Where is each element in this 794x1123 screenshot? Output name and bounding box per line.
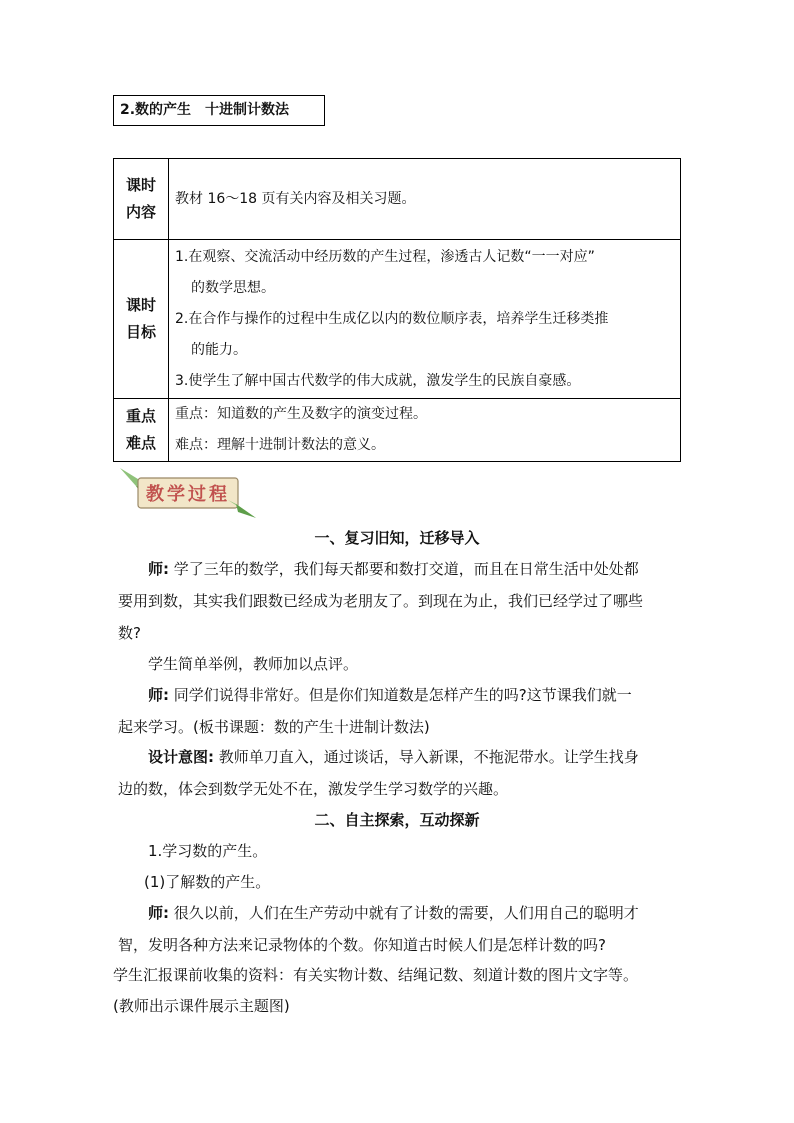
paragraph-line [118, 741, 678, 773]
key-label-line: 重点 [125, 407, 156, 425]
paragraph-text: 很久以前，人们在生产劳动中就有了计数的需要，人们用自己的聪明才 [173, 904, 639, 922]
paragraph-line: 智，发明各种方法来记录物体的个数。你知道古时候人们是怎样计数的吗? [118, 936, 606, 954]
lesson-info-table [113, 158, 681, 462]
hours-label-line: 内容 [125, 203, 156, 221]
speaker-label: 师: [148, 904, 169, 922]
goal-line: 3.使学生了解中国古代数学的伟大成就，激发学生的民族自豪感。 [175, 372, 581, 389]
design-intent-label: 设计意图: [148, 748, 214, 766]
paragraph-line: 起来学习。(板书课题：数的产生十进制计数法) [118, 718, 430, 736]
table-row [114, 159, 681, 240]
paragraph [118, 741, 678, 805]
key-content-cell [169, 399, 681, 462]
key-label-line: 难点 [125, 434, 156, 452]
hours-label-line: 课时 [125, 176, 156, 194]
paragraph-line: 1.学习数的产生。 [148, 842, 268, 860]
key-label-cell [114, 399, 169, 462]
goal-line: 2.在合作与操作的过程中生成亿以内的数位顺序表，培养学生迁移类推 [175, 310, 609, 327]
paragraph-text: 同学们说得非常好。但是你们知道数是怎样产生的吗?这节课我们就一 [173, 686, 632, 704]
hours-content: 教材 16～18 页有关内容及相关习题。 [175, 190, 416, 207]
speaker-label: 师: [148, 686, 169, 704]
lesson-title: 2.数的产生 十进制计数法 [113, 95, 325, 126]
table-row [114, 240, 681, 399]
paragraph-line: 学生汇报课前收集的资料：有关实物计数、结绳记数、刻道计数的图片文字等。 [113, 966, 639, 984]
goals-label-cell [114, 240, 169, 399]
paragraph-line: 数? [118, 624, 141, 642]
paragraph-line: 学生简单举例，教师加以点评。 [148, 655, 359, 673]
goals-content-cell [169, 240, 681, 399]
paragraph [118, 897, 678, 961]
hours-content-cell [169, 159, 681, 240]
goal-line: 1.在观察、交流活动中经历数的产生过程，渗透古人记数“一一对应” [175, 248, 595, 265]
goal-line: 的能力。 [191, 341, 247, 358]
table-row [114, 399, 681, 462]
section-heading: 二、自主探索，互动探新 [314, 811, 480, 829]
key-point: 重点：知道数的产生及数字的演变过程。 [175, 406, 427, 422]
paper-plane-shadow-icon [236, 504, 256, 518]
paragraph [118, 866, 678, 898]
paragraph-line: (教师出示课件展示主题图) [113, 997, 290, 1015]
section-heading: 一、复习旧知，迁移导入 [314, 529, 480, 547]
difficult-point: 难点：理解十进制计数法的意义。 [175, 437, 385, 453]
paragraph-text: 学了三年的数学，我们每天都要和数打交道，而且在日常生活中处处都 [173, 560, 639, 578]
hours-label-cell [114, 159, 169, 240]
paragraph [113, 959, 688, 991]
paragraph-text: 教师单刀直入，通过谈话，导入新课，不拖泥带水。让学生找身 [218, 748, 639, 766]
goals-label-line: 目标 [125, 323, 156, 341]
paragraph-line [118, 679, 678, 711]
speaker-label: 师: [148, 560, 169, 578]
paragraph [118, 553, 678, 649]
paragraph [118, 648, 678, 680]
paragraph-line: 要用到数，其实我们跟数已经成为老朋友了。到现在为止，我们已经学过了哪些 [118, 592, 644, 610]
paragraph-line [118, 553, 678, 585]
teaching-process-banner [118, 462, 260, 522]
paragraph-line: 边的数，体会到数学无处不在，激发学生学习数学的兴趣。 [118, 780, 509, 798]
banner-text: 教学过程 [146, 484, 230, 505]
paragraph [118, 835, 678, 867]
goals-label-line: 课时 [125, 296, 156, 314]
goal-line: 的数学思想。 [191, 279, 275, 296]
paragraph-line [118, 897, 678, 929]
paragraph [113, 990, 673, 1022]
paragraph [118, 679, 678, 743]
paragraph-line: (1)了解数的产生。 [144, 873, 271, 891]
